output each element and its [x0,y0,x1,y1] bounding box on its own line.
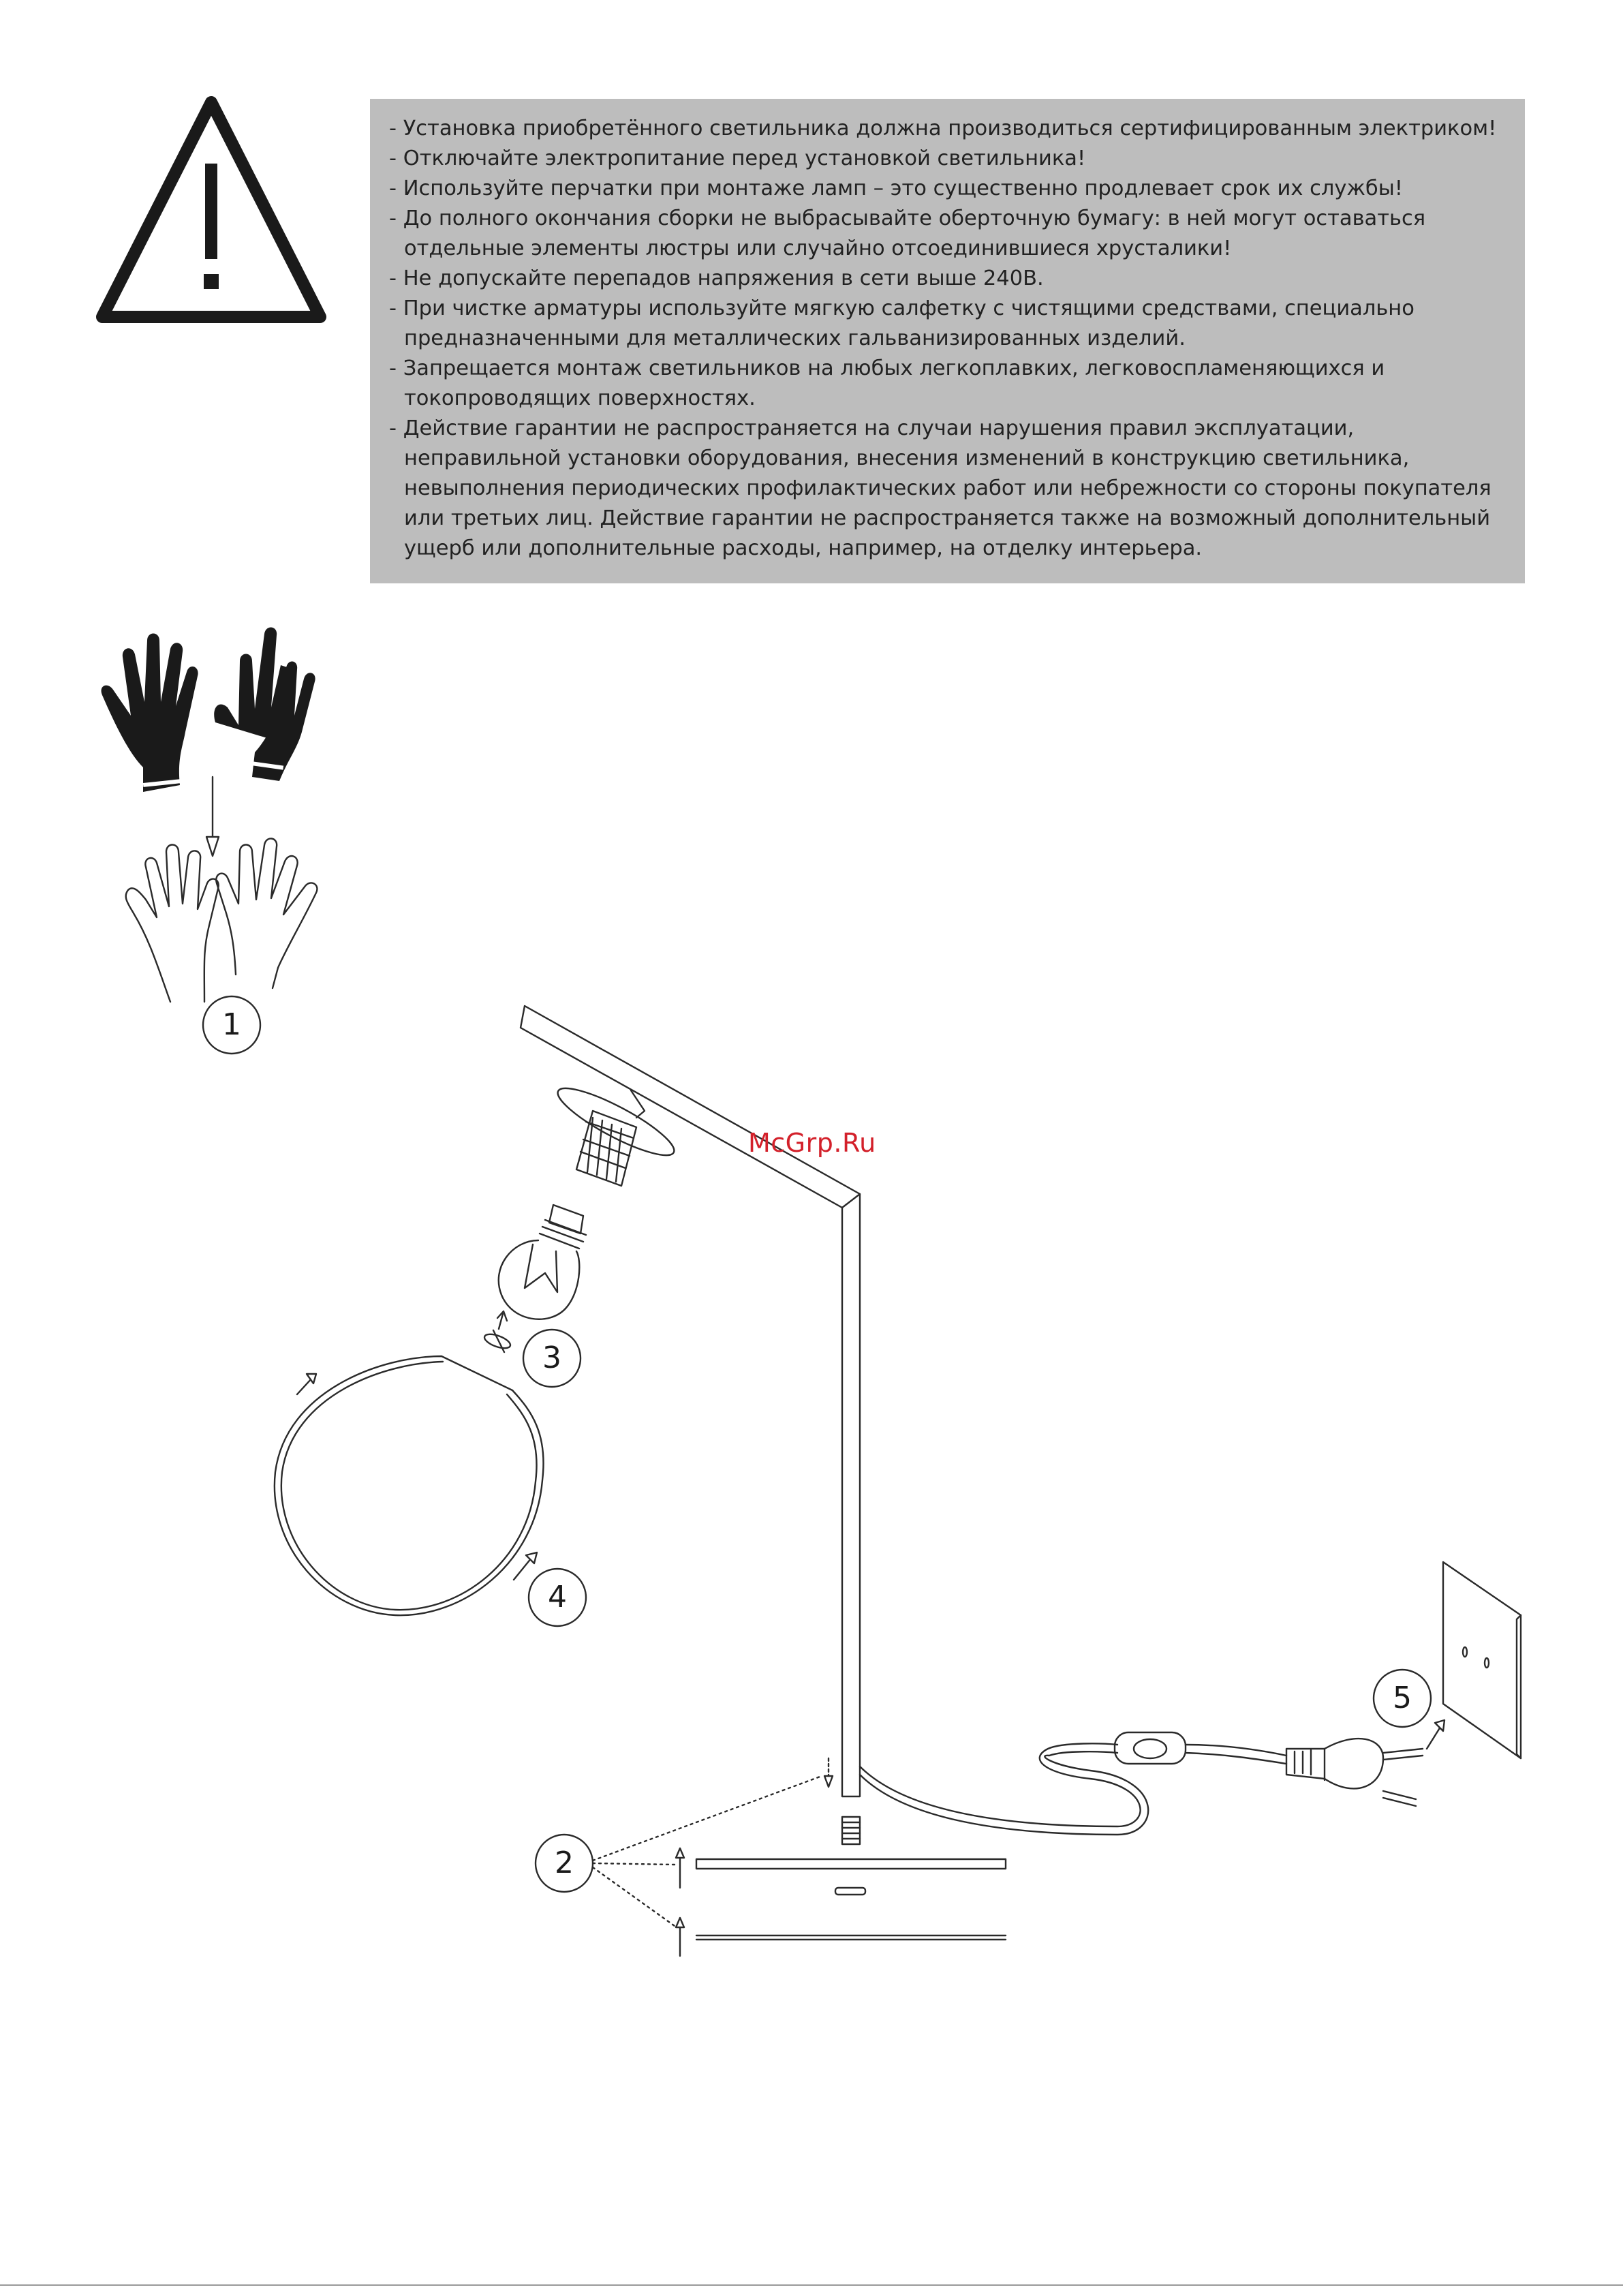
power-cable [860,1732,1423,1835]
lamp-socket [551,1078,681,1186]
light-bulb-icon [499,1205,586,1319]
wall-socket-icon [1443,1562,1521,1758]
step-number-5: 5 [1393,1681,1412,1715]
warning-item: - Запрещается монтаж светильников на любых легкоплавких, легковоспламеняющихся и токопроводящих поверхностях. [389,354,1509,414]
screw-icon [482,1311,512,1352]
step-number-4: 4 [548,1580,567,1614]
watermark: McGrp.Ru [748,1128,876,1158]
arrow-down-icon [206,777,219,856]
warning-item: - Не допускайте перепадов напряжения в сети выше 240В. [389,264,1509,294]
warning-item: - До полного окончания сборки не выбрасывайте оберточную бумагу: в ней могут оставаться отдельные элементы люстры или случайно отсоединившиеся хрусталики! [389,204,1509,264]
step-number-2: 2 [555,1846,574,1880]
step-number-1: 1 [222,1007,241,1042]
warning-item: - При чистке арматуры используйте мягкую салфетку с чистящими средствами, специально предназначенными для металлических гальванизированных изделий. [389,294,1509,354]
bare-hands-icon [126,838,318,1002]
warning-item: - Отключайте электропитание перед установкой светильника! [389,144,1509,174]
page-divider [0,2284,1623,2286]
warning-item: - Действие гарантии не распространяется на случаи нарушения правил эксплуатации, неправильной установки оборудования, внесения изменений в конструкцию светильника, невыполнения периодических профилактических работ или небрежности со стороны покупателя или третьих лиц. Действие гарантии не распространяется также на возможный дополнительный ущерб или дополнительные расходы, например, на отделку интерьера. [389,414,1509,564]
step-number-3: 3 [542,1341,561,1375]
warning-item: - Используйте перчатки при монтаже ламп – это существенно продлевает срок их службы! [389,174,1509,204]
glass-globe [275,1356,544,1615]
lamp-base-parts [593,1758,1006,1956]
warning-item: - Установка приобретённого светильника должна производиться сертифицированным электриком! [389,114,1509,144]
lamp-arm [521,1006,860,1796]
arrow-up-icon [297,1374,316,1394]
